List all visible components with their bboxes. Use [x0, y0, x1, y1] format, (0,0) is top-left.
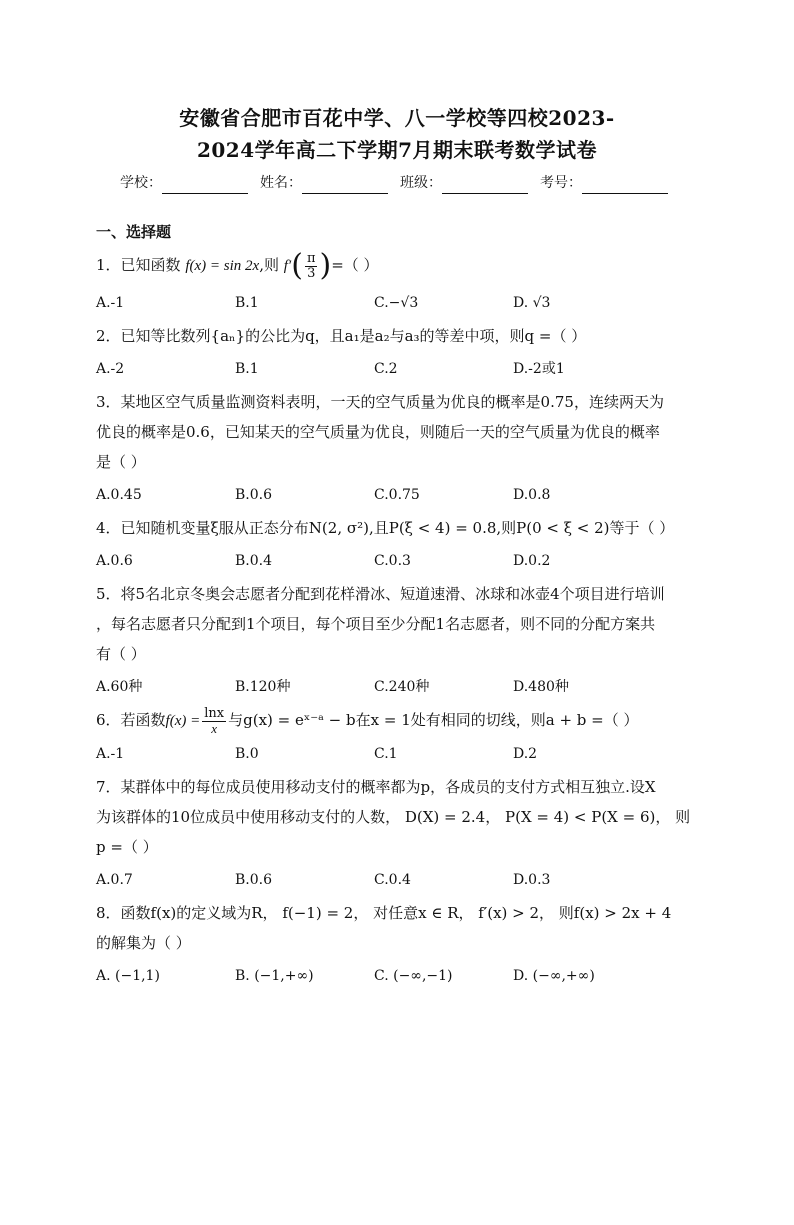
q3-options — [96, 481, 698, 509]
q4-option-d[interactable]: D.0.2 — [513, 553, 551, 569]
q1-options — [96, 289, 698, 317]
q6-option-d[interactable]: D.2 — [513, 746, 538, 762]
exam-title — [96, 102, 698, 166]
q7-options — [96, 866, 698, 894]
q1-fraction: $\frac{\pi}{3}$ — [306, 250, 316, 281]
q4-option-a[interactable]: A.0.6 — [96, 553, 133, 569]
q5-option-b[interactable]: B.120种 — [235, 679, 291, 695]
q5-option-d[interactable]: D.480种 — [513, 679, 569, 695]
question-3: 3．某地区空气质量监测资料表明，一天的空气质量为优良的概率是0.75，连续两天为 优良的概率是0.6，已知某天的空气质量为优良，则随后一天的空气质量为优良的概率 是（ ） — [96, 393, 664, 471]
q1-option-b[interactable]: B.1 — [235, 295, 259, 311]
q8-option-a[interactable]: A. (−1,1) — [96, 968, 160, 984]
q1-option-d[interactable]: D. √3 — [513, 295, 551, 311]
q2-options — [96, 355, 698, 383]
school-blank[interactable] — [162, 177, 248, 194]
q4-option-b[interactable]: B.0.4 — [235, 553, 273, 569]
q3-option-a[interactable]: A.0.45 — [96, 487, 142, 503]
question-7: 7．某群体中的每位成员使用移动支付的概率都为p，各成员的支付方式相互独立.设X 为该群体的10位成员中使用移动支付的人数， D(X) = 2.4， P(X = 4) < P(X = 6)， 则 p =（ ） — [96, 778, 691, 856]
q5-options — [96, 673, 698, 701]
q8-option-b[interactable]: B. (−1,+∞) — [235, 968, 314, 984]
class-field[interactable]: 班级： — [400, 172, 534, 194]
name-field[interactable]: 姓名： — [260, 172, 394, 194]
q8-option-d[interactable]: D. (−∞,+∞) — [513, 968, 595, 984]
student-info — [96, 172, 698, 194]
q8-options — [96, 962, 698, 990]
q5-option-c[interactable]: C.240种 — [374, 679, 430, 695]
q6-options — [96, 740, 698, 768]
q4-option-c[interactable]: C.0.3 — [374, 553, 411, 569]
q4-options — [96, 547, 698, 575]
question-8: 8．函数f(x)的定义域为R， f(−1) = 2， 对任意x ∈ R， f′(x) > 2， 则f(x) > 2x + 4 的解集为（ ） — [96, 904, 672, 952]
q7-option-c[interactable]: C.0.4 — [374, 872, 411, 888]
q2-option-d[interactable]: D.-2或1 — [513, 361, 565, 377]
q3-option-d[interactable]: D.0.8 — [513, 487, 551, 503]
q1-function: f(x) = sin 2x — [185, 258, 260, 274]
exam-page — [0, 102, 794, 1225]
title-line-2: 2024学年高二下学期7月期末联考数学试卷 — [196, 138, 598, 162]
question-5: 5．将5名北京冬奥会志愿者分配到花样滑冰、短道速滑、冰球和冰壶4个项目进行培训 ，每名志愿者只分配到1个项目，每个项目至少分配1名志愿者，则不同的分配方案共 有（ ） — [96, 585, 665, 663]
question-6: 6．若函数f(x) = $\frac{\ln x}{x}$ 与g(x) = eˣ⁻ᵃ − b在x = 1处有相同的切线，则a + b =（ ） — [96, 705, 639, 736]
exam-number-blank[interactable] — [582, 177, 668, 194]
q2-option-b[interactable]: B.1 — [235, 361, 259, 377]
q5-option-a[interactable]: A.60种 — [96, 679, 143, 695]
class-blank[interactable] — [442, 177, 528, 194]
section-heading: 一、选择题 — [96, 223, 172, 241]
q6-option-a[interactable]: A.-1 — [96, 746, 125, 762]
q7-option-a[interactable]: A.0.7 — [96, 872, 133, 888]
q3-option-c[interactable]: C.0.75 — [374, 487, 420, 503]
question-2: 2．已知等比数列{aₙ}的公比为q，且a₁是a₂与a₃的等差中项，则q =（ ） — [96, 327, 587, 345]
q2-option-c[interactable]: C.2 — [374, 361, 398, 377]
q7-option-b[interactable]: B.0.6 — [235, 872, 273, 888]
q6-fraction: $\frac{\ln x}{x}$ — [204, 705, 225, 736]
title-line-1: 安徽省合肥市百花中学、八一学校等四校2023- — [179, 106, 615, 130]
school-field[interactable]: 学校： — [120, 172, 254, 194]
q6-option-b[interactable]: B.0 — [235, 746, 259, 762]
q1-option-a[interactable]: A.-1 — [96, 295, 125, 311]
q2-option-a[interactable]: A.-2 — [96, 361, 125, 377]
exam-number-field[interactable]: 考号： — [540, 172, 674, 194]
q7-option-d[interactable]: D.0.3 — [513, 872, 551, 888]
question-1: 1．已知函数 f(x) = sin 2x,则 f′( $\frac{\pi}{3}$ )=（ ） — [96, 248, 379, 283]
name-blank[interactable] — [302, 177, 388, 194]
q8-option-c[interactable]: C. (−∞,−1) — [374, 968, 453, 984]
q6-option-c[interactable]: C.1 — [374, 746, 398, 762]
q3-option-b[interactable]: B.0.6 — [235, 487, 273, 503]
q1-option-c[interactable]: C.−√3 — [374, 295, 419, 311]
question-4: 4．已知随机变量ξ服从正态分布N(2, σ²),且P(ξ < 4) = 0.8,则P(0 < ξ < 2)等于（ ） — [96, 519, 675, 537]
